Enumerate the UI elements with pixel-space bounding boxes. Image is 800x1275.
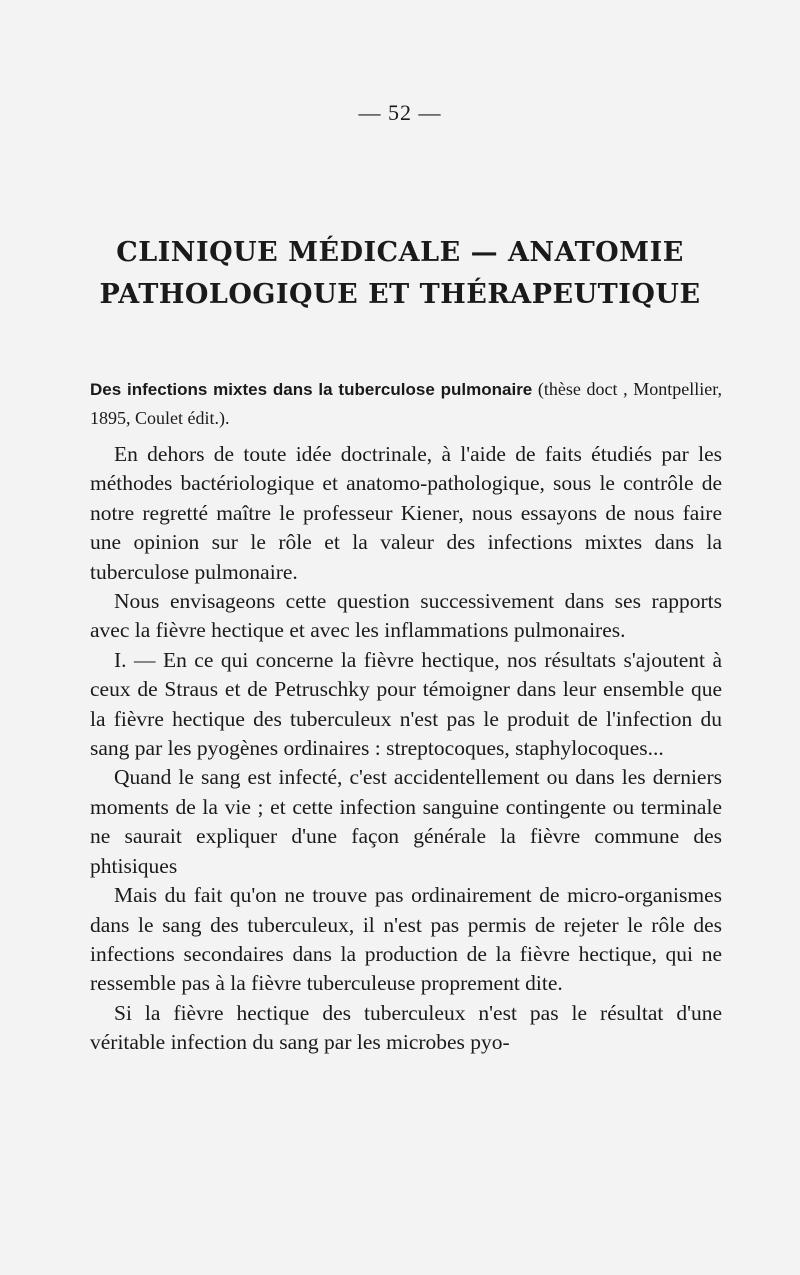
reference-details: (thèse doct , Montpellier, 1895, Coulet édit.). xyxy=(90,379,722,428)
paragraph: En dehors de toute idée doctrinale, à l'aide de faits étudiés par les méthodes bactériologique et anatomo-pathologique, sous le contrôle de notre regretté maître le professeur Kiener, nous essayons de nous faire une opinion sur le rôle et la valeur des infections mixtes dans la tuberculose pulmonaire. xyxy=(90,442,722,584)
section-title-line-1: CLINIQUE MÉDICALE — ANATOMIE xyxy=(116,237,684,268)
bibliographic-reference xyxy=(90,375,722,432)
page-number: — 52 — xyxy=(358,100,442,125)
paragraph: Quand le sang est infecté, c'est accidentellement ou dans les derniers moments de la vie ; et cette infection sanguine contingente ou terminale ne saurait expliquer d'une façon générale la fièvre commune des phtisiques xyxy=(90,765,722,878)
paragraph: Si la fièvre hectique des tuberculeux n'est pas le résultat d'une véritable infection du sang par les microbes pyo- xyxy=(90,1000,722,1055)
reference-title: Des infections mixtes dans la tuberculose pulmonaire xyxy=(90,380,533,399)
body-text xyxy=(90,440,722,1058)
section-title-line-2: PATHOLOGIQUE ET THÉRAPEUTIQUE xyxy=(99,279,701,310)
paragraph: I. — En ce qui concerne la fièvre hectique, nos résultats s'ajoutent à ceux de Straus et de Petruschky pour témoigner dans leur ensemble que la fièvre hectique des tuberculeux n'est pas le produit de l'infection du sang par les pyogènes ordinaires : streptocoques, staphylocoques... xyxy=(90,647,722,761)
paragraph: Nous envisageons cette question successivement dans ses rapports avec la fièvre hectique et avec les inflammations pulmonaires. xyxy=(90,589,722,643)
paragraph: Mais du fait qu'on ne trouve pas ordinairement de micro-organismes dans le sang des tuberculeux, il n'est pas permis de rejeter le rôle des infections secondaires dans la production de la fièvre hectique, qui ne ressemble pas à la fièvre tuberculeuse proprement dite. xyxy=(90,883,722,996)
section-title xyxy=(90,232,710,316)
